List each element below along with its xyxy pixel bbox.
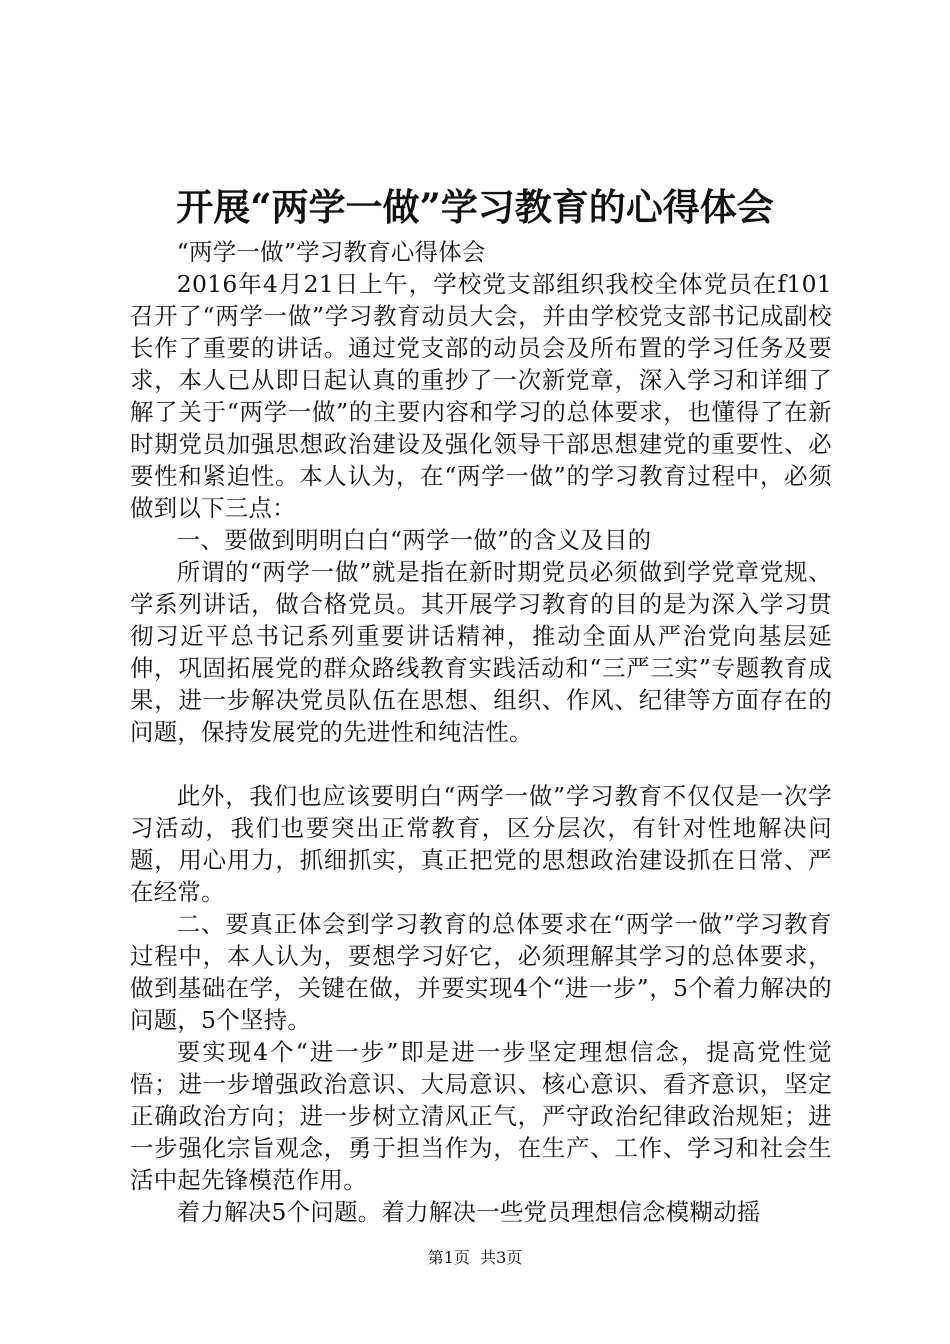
body-paragraph: 2016年4月21日上午，学校党支部组织我校全体党员在f101召开了“两学一做”学习教育动员大会，并由学校党支部书记成副校长作了重要的讲话。通过党支部的动员会及所布置的学习任务及要求，本人已从即日起认真的重抄了一次新党章，深入学习和详细了解了关于“两学一做”的主要内容和学习的总体要求，也懂得了在新时期党员加强思想政治建设及强化领导干部思想建党的重要性、必要性和紧迫性。本人认为，在“两学一做”的学习教育过程中，必须做到以下三点： [130,270,832,522]
document-body [130,236,832,1228]
document-title: 开展“两学一做”学习教育的心得体会 [176,185,774,229]
subtitle-paragraph: “两学一做”学习教育心得体会 [176,238,486,266]
section-heading-2: 二、要真正体会到学习教育的总体要求在“两学一做”学习教育过程中，本人认为，要想学习好它，必须理解其学习的总体要求，做到基础在学，关键在做，并要实现4个“进一步”，5个着力解决的问题，5个坚持。 [130,910,832,1034]
body-paragraph: 着力解决5个问题。着力解决一些党员理想信念模糊动摇 [176,1198,761,1226]
page-number-footer: 第1页 共3页 [427,1248,523,1267]
body-paragraph: 所谓的“两学一做”就是指在新时期党员必须做到学党章党规、学系列讲话，做合格党员。其开展学习教育的目的是为深入学习贯彻习近平总书记系列重要讲话精神，推动全面从严治党向基层延伸，巩固拓展党的群众路线教育实践活动和“三严三实”专题教育成果，进一步解决党员队伍在思想、组织、作风、纪律等方面存在的问题，保持发展党的先进性和纯洁性。 [130,558,832,746]
body-paragraph: 此外，我们也应该要明白“两学一做”学习教育不仅仅是一次学习活动，我们也要突出正常教育，区分层次，有针对性地解决问题，用心用力，抓细抓实，真正把党的思想政治建设抓在日常、严在经常。 [130,782,832,906]
section-heading-1: 一、要做到明明白白“两学一做”的含义及目的 [176,526,652,554]
body-paragraph: 要实现4个“进一步”即是进一步坚定理想信念，提高党性觉悟；进一步增强政治意识、大局意识、核心意识、看齐意识，坚定正确政治方向；进一步树立清风正气，严守政治纪律政治规矩；进一步强化宗旨观念，勇于担当作为，在生产、工作、学习和社会生活中起先锋模范作用。 [130,1038,832,1194]
